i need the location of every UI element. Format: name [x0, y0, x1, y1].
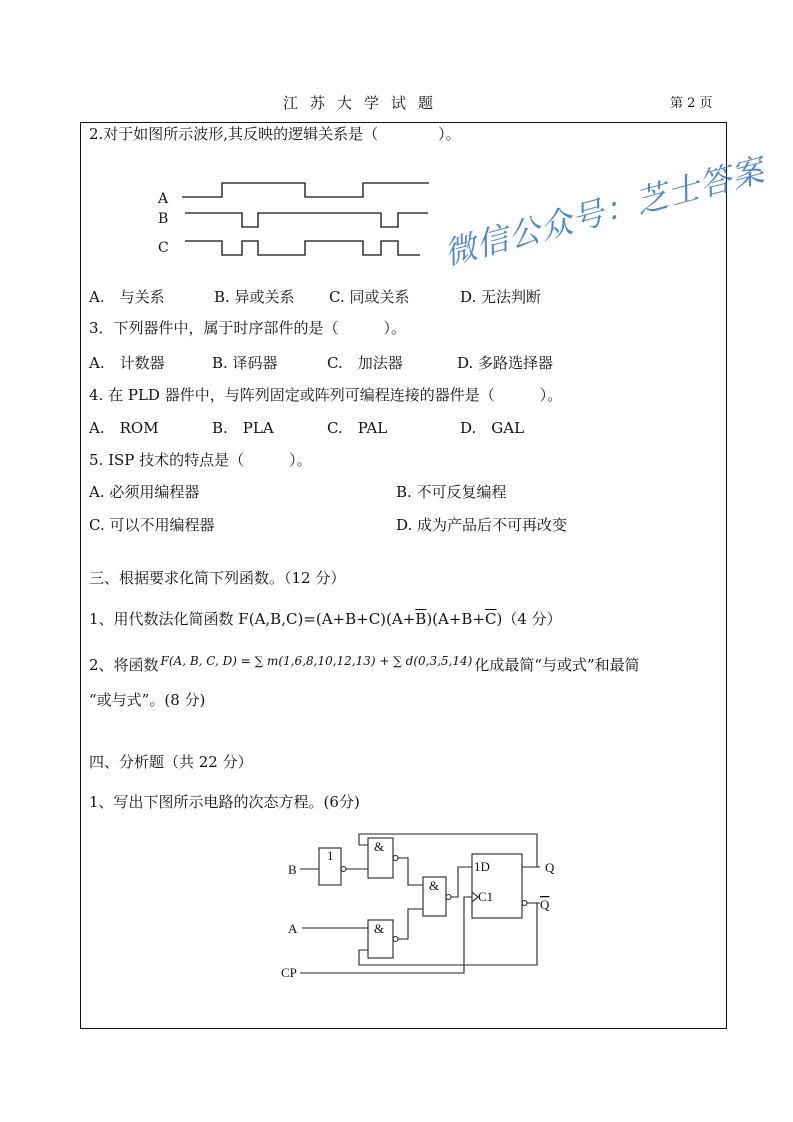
- p2-prefix: 2、将函数: [89, 656, 159, 674]
- sec4-question-1: 1、写出下图所示电路的次态方程。(6分): [89, 793, 360, 811]
- nand1-symbol: &: [374, 839, 385, 854]
- p1-b-bar: $\overline{B}$: [415, 610, 427, 628]
- nand2-symbol: &: [429, 878, 440, 893]
- label-q: Q: [545, 860, 555, 875]
- wave-label-b: B: [158, 211, 169, 227]
- wires-top: [300, 834, 540, 869]
- q2-option-c: C. 同或关系: [329, 288, 410, 306]
- qbar-bubble: [522, 901, 527, 906]
- q2-stem: 2.对于如图所示波形,其反映的逻辑关系是（ ）。: [89, 125, 461, 143]
- q3-option-d: D. 多路选择器: [457, 354, 554, 372]
- page-number: 第 2 页: [670, 96, 713, 111]
- nand1-bubble: [393, 856, 398, 861]
- header-title: 江苏大学试题: [283, 94, 446, 112]
- wave-label-c: C: [158, 240, 169, 256]
- q4-stem: 4. 在 PLD 器件中，与阵列固定或阵列可编程连接的器件是（ ）。: [89, 386, 563, 404]
- q5-option-b: B. 不可反复编程: [396, 483, 507, 501]
- p1-mid: )(A+B+: [426, 610, 486, 628]
- dff-c-label: C1: [478, 889, 494, 904]
- p1-c-bar: $\overline{C}$: [485, 610, 497, 628]
- wires-middle: [398, 858, 472, 939]
- nand2-bubble: [446, 895, 451, 900]
- q3-option-c: C. 加法器: [327, 354, 403, 372]
- inverter-symbol: 1: [327, 848, 334, 863]
- q5-option-a: A. 必须用编程器: [89, 483, 200, 501]
- q4-option-b: B. PLA: [212, 419, 274, 437]
- q3-option-b: B. 译码器: [212, 354, 278, 372]
- label-b: B: [288, 862, 297, 877]
- q3-stem: 3．下列器件中，属于时序部件的是（ ）。: [89, 319, 407, 337]
- dff-d-label: 1D: [474, 859, 490, 874]
- nand3-symbol: &: [374, 921, 385, 936]
- p2-formula: F(A, B, C, D) = ∑ m(1,6,8,10,12,13) + ∑ d(0,3,5,14): [160, 654, 473, 668]
- q3-option-a: A. 计数器: [89, 354, 165, 372]
- p2-continued: “或与式”。(8 分): [89, 691, 206, 709]
- q5-option-d: D. 成为产品后不可再改变: [396, 516, 568, 534]
- q5-option-c: C. 可以不用编程器: [89, 516, 215, 534]
- p1-suffix: )（4 分）: [496, 610, 562, 628]
- q2-option-a: A. 与关系: [89, 288, 165, 306]
- p1-prefix: 1、用代数法化简函数 F(A,B,C)=(A+B+C)(A+: [89, 610, 416, 628]
- q5-stem: 5. ISP 技术的特点是（ ）。: [89, 451, 312, 469]
- section-4-title: 四、分析题（共 22 分）: [89, 753, 253, 771]
- label-a: A: [288, 921, 298, 936]
- label-cp: CP: [281, 965, 297, 980]
- q2-option-b: B. 异或关系: [214, 288, 295, 306]
- watermark: 微信公众号：芝士答案: [440, 150, 769, 273]
- q4-option-a: A. ROM: [89, 419, 159, 437]
- q2-option-d: D. 无法判断: [460, 288, 542, 306]
- q4-option-d: D. GAL: [460, 419, 525, 437]
- inverter-bubble: [341, 867, 346, 872]
- q4-option-c: C. PAL: [327, 419, 388, 437]
- wires-bottom: [302, 903, 540, 965]
- wave-label-a: A: [158, 191, 169, 207]
- label-qbar: Q: [540, 897, 550, 912]
- section-3-title: 三、根据要求化简下列函数。（12 分）: [89, 569, 346, 587]
- p2-suffix: 化成最简“与或式”和最简: [474, 656, 640, 674]
- nand3-bubble: [393, 937, 398, 942]
